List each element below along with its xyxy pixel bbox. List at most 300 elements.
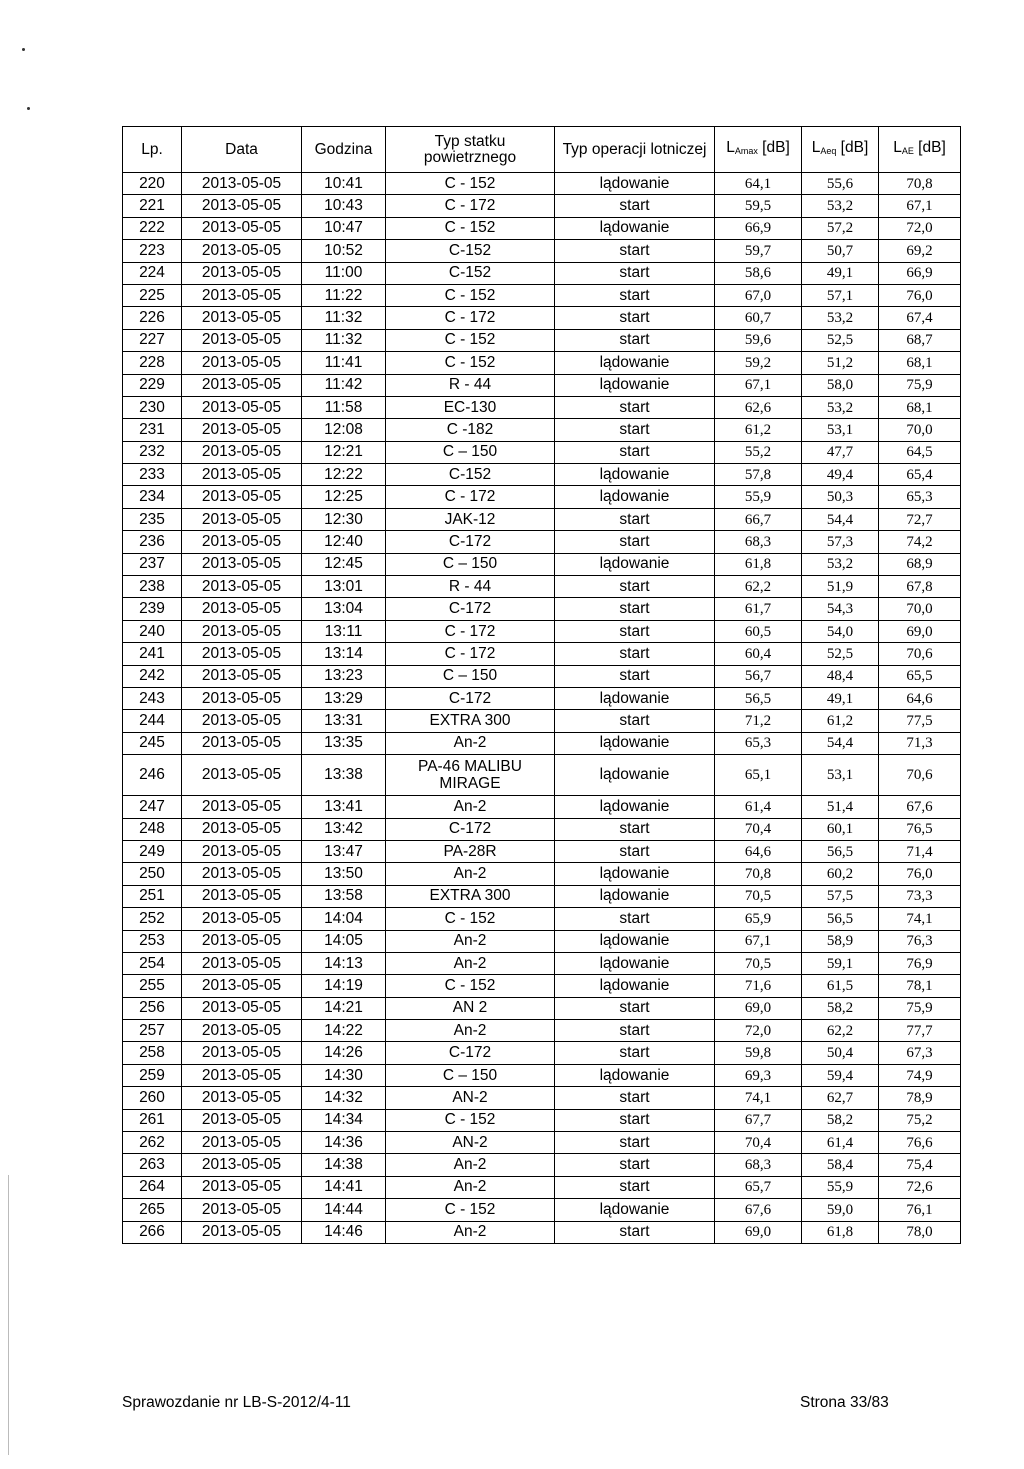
- cell-lp: 225: [123, 284, 182, 306]
- cell-data: 2013-05-05: [182, 173, 302, 195]
- cell-lae: 72,0: [879, 217, 961, 239]
- cell-lp: 228: [123, 352, 182, 374]
- table-row: [123, 195, 961, 217]
- cell-lae: 70,0: [879, 419, 961, 441]
- cell-data: 2013-05-05: [182, 643, 302, 665]
- cell-godzina: 13:04: [302, 598, 386, 620]
- cell-laeq: 61,4: [802, 1132, 879, 1154]
- cell-laeq: 61,5: [802, 975, 879, 997]
- cell-data: 2013-05-05: [182, 1020, 302, 1042]
- cell-data: 2013-05-05: [182, 1042, 302, 1064]
- cell-lamax: 74,1: [715, 1087, 802, 1109]
- table-row: [123, 329, 961, 351]
- cell-lamax: 67,0: [715, 284, 802, 306]
- lamax-symbol: L: [726, 139, 735, 156]
- cell-lp: 230: [123, 396, 182, 418]
- cell-typ-statku: PA-46 MALIBU MIRAGE: [386, 755, 555, 796]
- cell-laeq: 53,2: [802, 195, 879, 217]
- cell-godzina: 14:26: [302, 1042, 386, 1064]
- cell-lp: 235: [123, 508, 182, 530]
- cell-lae: 68,9: [879, 553, 961, 575]
- cell-godzina: 13:35: [302, 732, 386, 754]
- cell-typ-operacji: start: [555, 531, 715, 553]
- cell-laeq: 54,4: [802, 508, 879, 530]
- cell-data: 2013-05-05: [182, 975, 302, 997]
- cell-laeq: 61,2: [802, 710, 879, 732]
- cell-laeq: 49,1: [802, 687, 879, 709]
- cell-typ-statku: C - 152: [386, 329, 555, 351]
- cell-godzina: 13:50: [302, 863, 386, 885]
- cell-godzina: 14:04: [302, 908, 386, 930]
- cell-laeq: 60,1: [802, 818, 879, 840]
- table-row: [123, 687, 961, 709]
- cell-lamax: 62,6: [715, 396, 802, 418]
- cell-data: 2013-05-05: [182, 352, 302, 374]
- cell-typ-statku: C - 152: [386, 173, 555, 195]
- cell-lamax: 61,8: [715, 553, 802, 575]
- cell-typ-operacji: start: [555, 665, 715, 687]
- cell-godzina: 13:38: [302, 755, 386, 796]
- cell-lp: 236: [123, 531, 182, 553]
- cell-typ-statku: C – 150: [386, 1064, 555, 1086]
- cell-typ-operacji: lądowanie: [555, 687, 715, 709]
- cell-lae: 70,6: [879, 755, 961, 796]
- cell-lamax: 65,7: [715, 1176, 802, 1198]
- cell-typ-operacji: start: [555, 818, 715, 840]
- cell-data: 2013-05-05: [182, 262, 302, 284]
- cell-typ-statku: PA-28R: [386, 840, 555, 862]
- table-row: [123, 307, 961, 329]
- cell-godzina: 14:34: [302, 1109, 386, 1131]
- table-row: [123, 284, 961, 306]
- cell-lamax: 70,5: [715, 952, 802, 974]
- cell-lamax: 68,3: [715, 1154, 802, 1176]
- cell-godzina: 13:42: [302, 818, 386, 840]
- cell-lae: 67,6: [879, 796, 961, 818]
- cell-typ-statku: EXTRA 300: [386, 885, 555, 907]
- cell-laeq: 51,9: [802, 576, 879, 598]
- cell-typ-statku: C - 152: [386, 217, 555, 239]
- cell-lae: 67,4: [879, 307, 961, 329]
- cell-lamax: 71,2: [715, 710, 802, 732]
- cell-lae: 67,3: [879, 1042, 961, 1064]
- cell-lp: 253: [123, 930, 182, 952]
- cell-lp: 251: [123, 885, 182, 907]
- cell-lae: 76,5: [879, 818, 961, 840]
- cell-lamax: 59,6: [715, 329, 802, 351]
- table-row: [123, 173, 961, 195]
- cell-typ-operacji: start: [555, 240, 715, 262]
- cell-typ-statku: An-2: [386, 863, 555, 885]
- cell-typ-operacji: lądowanie: [555, 352, 715, 374]
- cell-laeq: 62,2: [802, 1020, 879, 1042]
- cell-laeq: 50,7: [802, 240, 879, 262]
- cell-laeq: 59,4: [802, 1064, 879, 1086]
- cell-lp: 246: [123, 755, 182, 796]
- cell-lamax: 67,6: [715, 1199, 802, 1221]
- cell-lae: 74,2: [879, 531, 961, 553]
- cell-data: 2013-05-05: [182, 441, 302, 463]
- cell-laeq: 54,0: [802, 620, 879, 642]
- cell-typ-operacji: lądowanie: [555, 952, 715, 974]
- cell-godzina: 14:05: [302, 930, 386, 952]
- cell-typ-statku: C-152: [386, 464, 555, 486]
- lamax-subscript: Amax: [734, 146, 758, 156]
- table-row: [123, 1042, 961, 1064]
- cell-laeq: 59,1: [802, 952, 879, 974]
- cell-godzina: 12:08: [302, 419, 386, 441]
- cell-lae: 69,0: [879, 620, 961, 642]
- cell-data: 2013-05-05: [182, 952, 302, 974]
- cell-laeq: 53,2: [802, 307, 879, 329]
- cell-godzina: 14:19: [302, 975, 386, 997]
- cell-lp: 243: [123, 687, 182, 709]
- cell-laeq: 52,5: [802, 643, 879, 665]
- cell-godzina: 12:30: [302, 508, 386, 530]
- cell-godzina: 13:31: [302, 710, 386, 732]
- cell-lae: 70,8: [879, 173, 961, 195]
- cell-godzina: 14:32: [302, 1087, 386, 1109]
- cell-godzina: 12:40: [302, 531, 386, 553]
- cell-laeq: 53,1: [802, 419, 879, 441]
- cell-typ-operacji: lądowanie: [555, 1064, 715, 1086]
- cell-lae: 69,2: [879, 240, 961, 262]
- cell-lamax: 61,7: [715, 598, 802, 620]
- cell-typ-operacji: start: [555, 576, 715, 598]
- table-row: [123, 863, 961, 885]
- lamax-unit: [dB]: [757, 139, 790, 156]
- cell-godzina: 13:11: [302, 620, 386, 642]
- cell-godzina: 11:22: [302, 284, 386, 306]
- cell-typ-operacji: start: [555, 508, 715, 530]
- cell-lamax: 59,8: [715, 1042, 802, 1064]
- cell-lp: 241: [123, 643, 182, 665]
- cell-data: 2013-05-05: [182, 665, 302, 687]
- cell-lamax: 70,8: [715, 863, 802, 885]
- cell-typ-statku: C-172: [386, 687, 555, 709]
- cell-lp: 231: [123, 419, 182, 441]
- cell-lamax: 65,9: [715, 908, 802, 930]
- cell-laeq: 57,2: [802, 217, 879, 239]
- cell-typ-operacji: start: [555, 710, 715, 732]
- table-row: [123, 885, 961, 907]
- cell-godzina: 14:13: [302, 952, 386, 974]
- cell-godzina: 12:45: [302, 553, 386, 575]
- cell-lae: 74,9: [879, 1064, 961, 1086]
- cell-laeq: 58,4: [802, 1154, 879, 1176]
- table-row: [123, 1109, 961, 1131]
- cell-lae: 74,1: [879, 908, 961, 930]
- cell-laeq: 53,1: [802, 755, 879, 796]
- cell-laeq: 59,0: [802, 1199, 879, 1221]
- cell-typ-statku: C - 172: [386, 620, 555, 642]
- cell-data: 2013-05-05: [182, 1064, 302, 1086]
- cell-laeq: 61,8: [802, 1221, 879, 1243]
- cell-data: 2013-05-05: [182, 553, 302, 575]
- cell-laeq: 53,2: [802, 396, 879, 418]
- cell-laeq: 52,5: [802, 329, 879, 351]
- cell-laeq: 62,7: [802, 1087, 879, 1109]
- cell-lamax: 66,9: [715, 217, 802, 239]
- cell-lp: 220: [123, 173, 182, 195]
- cell-lp: 229: [123, 374, 182, 396]
- cell-lamax: 67,1: [715, 374, 802, 396]
- cell-typ-statku: C – 150: [386, 553, 555, 575]
- cell-lae: 75,9: [879, 374, 961, 396]
- cell-godzina: 11:32: [302, 329, 386, 351]
- cell-laeq: 48,4: [802, 665, 879, 687]
- cell-laeq: 53,2: [802, 553, 879, 575]
- cell-data: 2013-05-05: [182, 508, 302, 530]
- cell-lae: 78,9: [879, 1087, 961, 1109]
- cell-godzina: 11:42: [302, 374, 386, 396]
- cell-lamax: 70,4: [715, 818, 802, 840]
- cell-lae: 65,4: [879, 464, 961, 486]
- cell-data: 2013-05-05: [182, 997, 302, 1019]
- table-row: [123, 755, 961, 796]
- cell-lp: 223: [123, 240, 182, 262]
- cell-typ-statku: C-172: [386, 1042, 555, 1064]
- cell-lp: 257: [123, 1020, 182, 1042]
- col-header-typ-statku: Typ statku powietrznego: [386, 127, 555, 173]
- cell-lp: 265: [123, 1199, 182, 1221]
- cell-lae: 71,3: [879, 732, 961, 754]
- cell-lp: 249: [123, 840, 182, 862]
- cell-lamax: 60,7: [715, 307, 802, 329]
- table-row: [123, 508, 961, 530]
- cell-lamax: 70,5: [715, 885, 802, 907]
- measurement-table: [122, 126, 961, 1244]
- cell-data: 2013-05-05: [182, 576, 302, 598]
- cell-lamax: 60,4: [715, 643, 802, 665]
- cell-typ-operacji: start: [555, 997, 715, 1019]
- cell-laeq: 58,2: [802, 997, 879, 1019]
- cell-godzina: 10:43: [302, 195, 386, 217]
- cell-laeq: 58,2: [802, 1109, 879, 1131]
- cell-typ-statku: An-2: [386, 796, 555, 818]
- cell-typ-statku: An-2: [386, 952, 555, 974]
- cell-data: 2013-05-05: [182, 930, 302, 952]
- table-row: [123, 217, 961, 239]
- cell-data: 2013-05-05: [182, 1176, 302, 1198]
- cell-lae: 75,4: [879, 1154, 961, 1176]
- cell-laeq: 60,2: [802, 863, 879, 885]
- col-header-lp: Lp.: [123, 127, 182, 173]
- cell-typ-statku: C - 172: [386, 643, 555, 665]
- cell-godzina: 10:41: [302, 173, 386, 195]
- cell-lamax: 59,7: [715, 240, 802, 262]
- cell-laeq: 57,3: [802, 531, 879, 553]
- cell-laeq: 57,5: [802, 885, 879, 907]
- cell-data: 2013-05-05: [182, 464, 302, 486]
- cell-lae: 67,1: [879, 195, 961, 217]
- cell-lamax: 60,5: [715, 620, 802, 642]
- laeq-unit: [dB]: [836, 139, 869, 156]
- cell-typ-operacji: start: [555, 284, 715, 306]
- cell-typ-operacji: start: [555, 419, 715, 441]
- table-row: [123, 840, 961, 862]
- cell-lp: 264: [123, 1176, 182, 1198]
- cell-lp: 238: [123, 576, 182, 598]
- cell-lp: 242: [123, 665, 182, 687]
- cell-typ-statku: C - 152: [386, 352, 555, 374]
- cell-data: 2013-05-05: [182, 1087, 302, 1109]
- table-row: [123, 1020, 961, 1042]
- lae-subscript: AE: [901, 146, 914, 156]
- table-row: [123, 486, 961, 508]
- cell-lae: 78,1: [879, 975, 961, 997]
- cell-data: 2013-05-05: [182, 374, 302, 396]
- cell-lp: 250: [123, 863, 182, 885]
- cell-data: 2013-05-05: [182, 732, 302, 754]
- cell-laeq: 47,7: [802, 441, 879, 463]
- cell-lamax: 58,6: [715, 262, 802, 284]
- cell-lae: 75,9: [879, 997, 961, 1019]
- table-row: [123, 997, 961, 1019]
- cell-lp: 266: [123, 1221, 182, 1243]
- cell-data: 2013-05-05: [182, 307, 302, 329]
- cell-lae: 64,6: [879, 687, 961, 709]
- cell-laeq: 55,6: [802, 173, 879, 195]
- cell-lae: 70,6: [879, 643, 961, 665]
- cell-lp: 222: [123, 217, 182, 239]
- cell-typ-operacji: lądowanie: [555, 796, 715, 818]
- table-row: [123, 908, 961, 930]
- cell-godzina: 13:01: [302, 576, 386, 598]
- cell-lae: 64,5: [879, 441, 961, 463]
- cell-lae: 76,9: [879, 952, 961, 974]
- cell-typ-statku: An-2: [386, 1221, 555, 1243]
- cell-typ-statku: C - 152: [386, 908, 555, 930]
- cell-godzina: 14:22: [302, 1020, 386, 1042]
- cell-lp: 248: [123, 818, 182, 840]
- cell-lp: 259: [123, 1064, 182, 1086]
- table-row: [123, 240, 961, 262]
- cell-lp: 234: [123, 486, 182, 508]
- table-row: [123, 952, 961, 974]
- cell-godzina: 12:22: [302, 464, 386, 486]
- cell-typ-statku: R - 44: [386, 576, 555, 598]
- cell-godzina: 11:00: [302, 262, 386, 284]
- cell-lp: 260: [123, 1087, 182, 1109]
- cell-godzina: 14:44: [302, 1199, 386, 1221]
- cell-data: 2013-05-05: [182, 396, 302, 418]
- cell-typ-operacji: lądowanie: [555, 374, 715, 396]
- cell-lamax: 70,4: [715, 1132, 802, 1154]
- cell-lae: 77,7: [879, 1020, 961, 1042]
- col-header-godzina: Godzina: [302, 127, 386, 173]
- cell-lp: 254: [123, 952, 182, 974]
- cell-typ-operacji: lądowanie: [555, 755, 715, 796]
- cell-typ-statku: C - 172: [386, 195, 555, 217]
- cell-godzina: 14:30: [302, 1064, 386, 1086]
- cell-typ-operacji: lądowanie: [555, 486, 715, 508]
- cell-lamax: 57,8: [715, 464, 802, 486]
- table-row: [123, 930, 961, 952]
- cell-godzina: 14:41: [302, 1176, 386, 1198]
- cell-lae: 71,4: [879, 840, 961, 862]
- cell-typ-statku: AN-2: [386, 1132, 555, 1154]
- cell-godzina: 12:25: [302, 486, 386, 508]
- cell-lamax: 72,0: [715, 1020, 802, 1042]
- cell-typ-statku: R - 44: [386, 374, 555, 396]
- cell-typ-operacji: start: [555, 1176, 715, 1198]
- table-row: [123, 1154, 961, 1176]
- cell-typ-operacji: lądowanie: [555, 732, 715, 754]
- cell-typ-operacji: lądowanie: [555, 464, 715, 486]
- cell-laeq: 49,4: [802, 464, 879, 486]
- table-row: [123, 396, 961, 418]
- cell-lp: 263: [123, 1154, 182, 1176]
- cell-typ-operacji: start: [555, 1221, 715, 1243]
- cell-laeq: 56,5: [802, 908, 879, 930]
- cell-typ-statku: EC-130: [386, 396, 555, 418]
- cell-lae: 72,7: [879, 508, 961, 530]
- cell-data: 2013-05-05: [182, 863, 302, 885]
- cell-lamax: 69,0: [715, 1221, 802, 1243]
- cell-lamax: 65,1: [715, 755, 802, 796]
- cell-laeq: 54,3: [802, 598, 879, 620]
- cell-godzina: 10:47: [302, 217, 386, 239]
- cell-lae: 70,0: [879, 598, 961, 620]
- cell-lamax: 68,3: [715, 531, 802, 553]
- cell-lp: 256: [123, 997, 182, 1019]
- cell-godzina: 13:58: [302, 885, 386, 907]
- cell-lamax: 56,7: [715, 665, 802, 687]
- cell-typ-operacji: lądowanie: [555, 863, 715, 885]
- cell-typ-statku: C - 152: [386, 1109, 555, 1131]
- table-row: [123, 818, 961, 840]
- cell-lp: 252: [123, 908, 182, 930]
- table-row: [123, 464, 961, 486]
- scan-speck: [22, 48, 25, 51]
- cell-typ-operacji: start: [555, 598, 715, 620]
- cell-lp: 224: [123, 262, 182, 284]
- cell-typ-operacji: start: [555, 1087, 715, 1109]
- table-row: [123, 553, 961, 575]
- table-row: [123, 643, 961, 665]
- scan-edge-line: [8, 1175, 9, 1455]
- cell-data: 2013-05-05: [182, 284, 302, 306]
- lae-symbol: L: [893, 139, 902, 156]
- table-row: [123, 598, 961, 620]
- cell-lamax: 67,1: [715, 930, 802, 952]
- cell-typ-statku: An-2: [386, 1176, 555, 1198]
- cell-lae: 68,7: [879, 329, 961, 351]
- cell-typ-operacji: lądowanie: [555, 553, 715, 575]
- cell-godzina: 11:58: [302, 396, 386, 418]
- cell-lp: 239: [123, 598, 182, 620]
- cell-lp: 221: [123, 195, 182, 217]
- cell-godzina: 13:41: [302, 796, 386, 818]
- cell-data: 2013-05-05: [182, 195, 302, 217]
- cell-lp: 261: [123, 1109, 182, 1131]
- cell-laeq: 49,1: [802, 262, 879, 284]
- cell-laeq: 51,2: [802, 352, 879, 374]
- cell-data: 2013-05-05: [182, 687, 302, 709]
- report-number: Sprawozdanie nr LB-S-2012/4-11: [122, 1394, 351, 1411]
- cell-laeq: 54,4: [802, 732, 879, 754]
- cell-typ-operacji: lądowanie: [555, 217, 715, 239]
- cell-typ-statku: AN-2: [386, 1087, 555, 1109]
- cell-data: 2013-05-05: [182, 1109, 302, 1131]
- table-header-row: [123, 127, 961, 173]
- cell-lae: 68,1: [879, 396, 961, 418]
- cell-typ-operacji: lądowanie: [555, 975, 715, 997]
- cell-lamax: 56,5: [715, 687, 802, 709]
- cell-laeq: 58,0: [802, 374, 879, 396]
- cell-typ-operacji: lądowanie: [555, 885, 715, 907]
